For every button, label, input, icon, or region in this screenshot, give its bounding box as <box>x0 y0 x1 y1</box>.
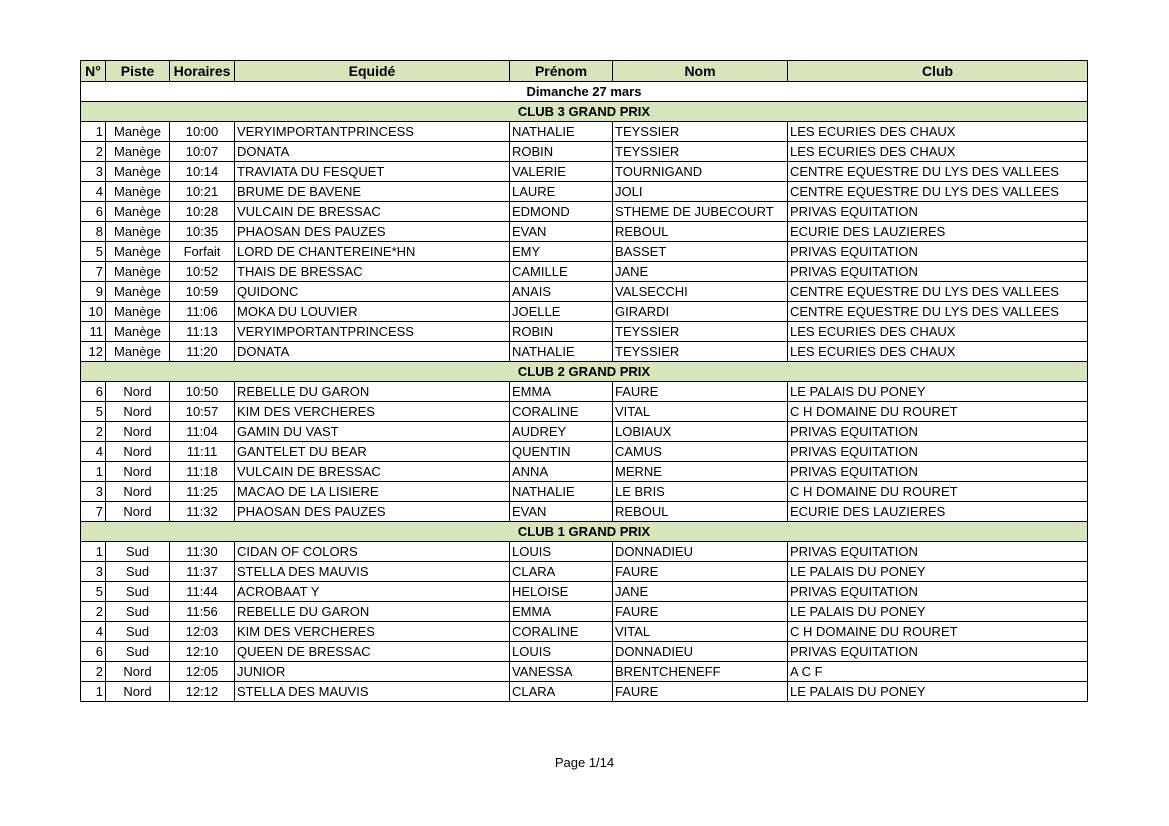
cell-club: LES ECURIES DES CHAUX <box>788 122 1088 142</box>
cell-piste: Nord <box>106 402 170 422</box>
table-row <box>81 642 1088 662</box>
table-row <box>81 262 1088 282</box>
cell-club: PRIVAS EQUITATION <box>788 262 1088 282</box>
cell-equide: JUNIOR <box>235 662 510 682</box>
cell-nom: TEYSSIER <box>613 142 788 162</box>
column-header-equide: Equidé <box>235 61 510 82</box>
cell-number: 8 <box>81 222 106 242</box>
cell-equide: CIDAN OF COLORS <box>235 542 510 562</box>
cell-prenom: EMY <box>510 242 613 262</box>
cell-number: 4 <box>81 442 106 462</box>
cell-nom: TOURNIGAND <box>613 162 788 182</box>
cell-number: 7 <box>81 502 106 522</box>
cell-horaire: 10:28 <box>170 202 235 222</box>
day-label: Dimanche 27 mars <box>81 82 1088 102</box>
table-row <box>81 482 1088 502</box>
cell-nom: DONNADIEU <box>613 642 788 662</box>
cell-nom: TEYSSIER <box>613 342 788 362</box>
cell-number: 2 <box>81 662 106 682</box>
section-header-row <box>81 362 1088 382</box>
cell-horaire: 10:59 <box>170 282 235 302</box>
cell-piste: Manège <box>106 162 170 182</box>
page-number: Page 1/14 <box>554 755 615 770</box>
cell-number: 7 <box>81 262 106 282</box>
cell-horaire: 11:04 <box>170 422 235 442</box>
cell-number: 2 <box>81 142 106 162</box>
cell-piste: Manège <box>106 182 170 202</box>
cell-prenom: CLARA <box>510 682 613 702</box>
column-header-club: Club <box>788 61 1088 82</box>
cell-number: 2 <box>81 422 106 442</box>
cell-horaire: 11:37 <box>170 562 235 582</box>
cell-piste: Manège <box>106 222 170 242</box>
cell-piste: Manège <box>106 342 170 362</box>
cell-equide: MACAO DE LA LISIERE <box>235 482 510 502</box>
table-row <box>81 202 1088 222</box>
cell-number: 5 <box>81 242 106 262</box>
table-row <box>81 562 1088 582</box>
cell-number: 1 <box>81 122 106 142</box>
table-row <box>81 462 1088 482</box>
cell-nom: REBOUL <box>613 222 788 242</box>
cell-nom: STHEME DE JUBECOURT <box>613 202 788 222</box>
cell-nom: VITAL <box>613 622 788 642</box>
cell-piste: Manège <box>106 202 170 222</box>
cell-club: LES ECURIES DES CHAUX <box>788 342 1088 362</box>
cell-horaire: 10:52 <box>170 262 235 282</box>
cell-prenom: ROBIN <box>510 322 613 342</box>
cell-prenom: CORALINE <box>510 402 613 422</box>
cell-number: 1 <box>81 682 106 702</box>
column-header-horaires: Horaires <box>170 61 235 82</box>
cell-horaire: 11:56 <box>170 602 235 622</box>
table-row <box>81 282 1088 302</box>
cell-club: ECURIE DES LAUZIERES <box>788 502 1088 522</box>
cell-nom: VALSECCHI <box>613 282 788 302</box>
cell-equide: MOKA DU LOUVIER <box>235 302 510 322</box>
cell-number: 1 <box>81 462 106 482</box>
cell-number: 6 <box>81 202 106 222</box>
cell-club: CENTRE EQUESTRE DU LYS DES VALLEES <box>788 162 1088 182</box>
cell-nom: VITAL <box>613 402 788 422</box>
cell-horaire: 10:35 <box>170 222 235 242</box>
cell-horaire: 11:20 <box>170 342 235 362</box>
cell-nom: FAURE <box>613 682 788 702</box>
table-row <box>81 582 1088 602</box>
cell-club: PRIVAS EQUITATION <box>788 642 1088 662</box>
cell-equide: TRAVIATA DU FESQUET <box>235 162 510 182</box>
table-row <box>81 402 1088 422</box>
cell-nom: LOBIAUX <box>613 422 788 442</box>
cell-equide: BRUME DE BAVENE <box>235 182 510 202</box>
cell-club: ECURIE DES LAUZIERES <box>788 222 1088 242</box>
table-row <box>81 422 1088 442</box>
cell-number: 3 <box>81 162 106 182</box>
table-row <box>81 142 1088 162</box>
cell-piste: Manège <box>106 302 170 322</box>
cell-club: LE PALAIS DU PONEY <box>788 562 1088 582</box>
cell-equide: DONATA <box>235 142 510 162</box>
cell-prenom: EDMOND <box>510 202 613 222</box>
cell-equide: REBELLE DU GARON <box>235 602 510 622</box>
cell-number: 4 <box>81 182 106 202</box>
cell-prenom: ANAIS <box>510 282 613 302</box>
table-row <box>81 162 1088 182</box>
cell-club: A C F <box>788 662 1088 682</box>
cell-horaire: 11:13 <box>170 322 235 342</box>
cell-club: C H DOMAINE DU ROURET <box>788 482 1088 502</box>
cell-nom: LE BRIS <box>613 482 788 502</box>
cell-horaire: 10:07 <box>170 142 235 162</box>
cell-club: PRIVAS EQUITATION <box>788 582 1088 602</box>
header-row <box>81 61 1088 82</box>
cell-horaire: 12:05 <box>170 662 235 682</box>
cell-nom: FAURE <box>613 382 788 402</box>
cell-prenom: CLARA <box>510 562 613 582</box>
cell-prenom: VALERIE <box>510 162 613 182</box>
table-row <box>81 342 1088 362</box>
table-row <box>81 662 1088 682</box>
cell-number: 4 <box>81 622 106 642</box>
cell-equide: VERYIMPORTANTPRINCESS <box>235 322 510 342</box>
cell-horaire: 11:32 <box>170 502 235 522</box>
cell-piste: Sud <box>106 642 170 662</box>
cell-number: 5 <box>81 582 106 602</box>
cell-prenom: QUENTIN <box>510 442 613 462</box>
cell-piste: Manège <box>106 242 170 262</box>
table-row <box>81 622 1088 642</box>
cell-piste: Manège <box>106 262 170 282</box>
cell-club: CENTRE EQUESTRE DU LYS DES VALLEES <box>788 302 1088 322</box>
cell-club: LES ECURIES DES CHAUX <box>788 322 1088 342</box>
cell-equide: STELLA DES MAUVIS <box>235 682 510 702</box>
cell-nom: REBOUL <box>613 502 788 522</box>
cell-number: 1 <box>81 542 106 562</box>
cell-club: PRIVAS EQUITATION <box>788 422 1088 442</box>
cell-equide: PHAOSAN DES PAUZES <box>235 222 510 242</box>
table-row <box>81 222 1088 242</box>
cell-horaire: 10:00 <box>170 122 235 142</box>
cell-nom: MERNE <box>613 462 788 482</box>
section-title: CLUB 1 GRAND PRIX <box>81 522 1088 542</box>
cell-nom: JANE <box>613 262 788 282</box>
cell-equide: DONATA <box>235 342 510 362</box>
section-header-row <box>81 522 1088 542</box>
cell-nom: TEYSSIER <box>613 322 788 342</box>
cell-horaire: 11:18 <box>170 462 235 482</box>
cell-prenom: EVAN <box>510 502 613 522</box>
table-row <box>81 182 1088 202</box>
cell-horaire: 12:03 <box>170 622 235 642</box>
cell-piste: Nord <box>106 462 170 482</box>
section-title: CLUB 2 GRAND PRIX <box>81 362 1088 382</box>
cell-prenom: HELOISE <box>510 582 613 602</box>
cell-number: 12 <box>81 342 106 362</box>
cell-number: 3 <box>81 562 106 582</box>
cell-equide: GAMIN DU VAST <box>235 422 510 442</box>
cell-club: PRIVAS EQUITATION <box>788 462 1088 482</box>
cell-piste: Nord <box>106 682 170 702</box>
cell-piste: Sud <box>106 582 170 602</box>
cell-club: LE PALAIS DU PONEY <box>788 602 1088 622</box>
table-row <box>81 122 1088 142</box>
cell-equide: VERYIMPORTANTPRINCESS <box>235 122 510 142</box>
cell-horaire: 12:12 <box>170 682 235 702</box>
cell-horaire: Forfait <box>170 242 235 262</box>
cell-equide: REBELLE DU GARON <box>235 382 510 402</box>
cell-horaire: 10:57 <box>170 402 235 422</box>
cell-piste: Sud <box>106 562 170 582</box>
cell-club: LE PALAIS DU PONEY <box>788 682 1088 702</box>
cell-club: LE PALAIS DU PONEY <box>788 382 1088 402</box>
cell-number: 2 <box>81 602 106 622</box>
cell-horaire: 12:10 <box>170 642 235 662</box>
cell-equide: KIM DES VERCHERES <box>235 402 510 422</box>
cell-piste: Nord <box>106 422 170 442</box>
cell-prenom: EMMA <box>510 602 613 622</box>
cell-prenom: NATHALIE <box>510 342 613 362</box>
cell-club: PRIVAS EQUITATION <box>788 442 1088 462</box>
section-header-row <box>81 102 1088 122</box>
cell-equide: STELLA DES MAUVIS <box>235 562 510 582</box>
table-row <box>81 302 1088 322</box>
cell-piste: Sud <box>106 542 170 562</box>
cell-equide: KIM DES VERCHERES <box>235 622 510 642</box>
schedule-table <box>80 60 1088 702</box>
cell-piste: Manège <box>106 282 170 302</box>
cell-horaire: 11:06 <box>170 302 235 322</box>
cell-nom: DONNADIEU <box>613 542 788 562</box>
cell-piste: Manège <box>106 122 170 142</box>
cell-nom: CAMUS <box>613 442 788 462</box>
cell-club: CENTRE EQUESTRE DU LYS DES VALLEES <box>788 282 1088 302</box>
cell-prenom: LAURE <box>510 182 613 202</box>
cell-number: 9 <box>81 282 106 302</box>
cell-prenom: EMMA <box>510 382 613 402</box>
cell-horaire: 11:44 <box>170 582 235 602</box>
cell-prenom: JOELLE <box>510 302 613 322</box>
cell-equide: QUEEN DE BRESSAC <box>235 642 510 662</box>
cell-horaire: 11:30 <box>170 542 235 562</box>
cell-prenom: LOUIS <box>510 642 613 662</box>
cell-prenom: CORALINE <box>510 622 613 642</box>
cell-prenom: VANESSA <box>510 662 613 682</box>
cell-horaire: 11:11 <box>170 442 235 462</box>
cell-number: 10 <box>81 302 106 322</box>
table-row <box>81 242 1088 262</box>
cell-piste: Nord <box>106 482 170 502</box>
cell-number: 6 <box>81 642 106 662</box>
cell-piste: Nord <box>106 442 170 462</box>
cell-number: 5 <box>81 402 106 422</box>
table-row <box>81 322 1088 342</box>
cell-nom: FAURE <box>613 602 788 622</box>
cell-club: PRIVAS EQUITATION <box>788 202 1088 222</box>
cell-equide: THAIS DE BRESSAC <box>235 262 510 282</box>
cell-horaire: 10:50 <box>170 382 235 402</box>
table-row <box>81 602 1088 622</box>
section-title: CLUB 3 GRAND PRIX <box>81 102 1088 122</box>
cell-equide: ACROBAAT Y <box>235 582 510 602</box>
cell-club: PRIVAS EQUITATION <box>788 542 1088 562</box>
cell-piste: Nord <box>106 502 170 522</box>
cell-number: 6 <box>81 382 106 402</box>
cell-club: C H DOMAINE DU ROURET <box>788 402 1088 422</box>
cell-piste: Nord <box>106 382 170 402</box>
cell-club: C H DOMAINE DU ROURET <box>788 622 1088 642</box>
cell-equide: PHAOSAN DES PAUZES <box>235 502 510 522</box>
cell-nom: FAURE <box>613 562 788 582</box>
cell-horaire: 11:25 <box>170 482 235 502</box>
cell-equide: LORD DE CHANTEREINE*HN <box>235 242 510 262</box>
table-row <box>81 382 1088 402</box>
cell-equide: QUIDONC <box>235 282 510 302</box>
cell-club: CENTRE EQUESTRE DU LYS DES VALLEES <box>788 182 1088 202</box>
cell-nom: BRENTCHENEFF <box>613 662 788 682</box>
cell-prenom: NATHALIE <box>510 482 613 502</box>
cell-number: 11 <box>81 322 106 342</box>
cell-prenom: LOUIS <box>510 542 613 562</box>
day-row <box>81 82 1088 102</box>
table-row <box>81 682 1088 702</box>
column-header-prenom: Prénom <box>510 61 613 82</box>
cell-club: PRIVAS EQUITATION <box>788 242 1088 262</box>
column-header-piste: Piste <box>106 61 170 82</box>
cell-nom: TEYSSIER <box>613 122 788 142</box>
cell-prenom: NATHALIE <box>510 122 613 142</box>
cell-nom: JANE <box>613 582 788 602</box>
cell-piste: Manège <box>106 142 170 162</box>
cell-piste: Nord <box>106 662 170 682</box>
table-row <box>81 442 1088 462</box>
cell-club: LES ECURIES DES CHAUX <box>788 142 1088 162</box>
cell-prenom: ANNA <box>510 462 613 482</box>
cell-nom: GIRARDI <box>613 302 788 322</box>
cell-equide: GANTELET DU BEAR <box>235 442 510 462</box>
cell-horaire: 10:21 <box>170 182 235 202</box>
cell-prenom: ROBIN <box>510 142 613 162</box>
cell-nom: JOLI <box>613 182 788 202</box>
table-row <box>81 502 1088 522</box>
cell-piste: Manège <box>106 322 170 342</box>
column-header-number: N° <box>81 61 106 82</box>
cell-number: 3 <box>81 482 106 502</box>
cell-prenom: CAMILLE <box>510 262 613 282</box>
cell-piste: Sud <box>106 602 170 622</box>
column-header-nom: Nom <box>613 61 788 82</box>
table-row <box>81 542 1088 562</box>
schedule-body <box>81 82 1088 702</box>
cell-equide: VULCAIN DE BRESSAC <box>235 202 510 222</box>
cell-prenom: EVAN <box>510 222 613 242</box>
cell-nom: BASSET <box>613 242 788 262</box>
cell-horaire: 10:14 <box>170 162 235 182</box>
cell-prenom: AUDREY <box>510 422 613 442</box>
cell-equide: VULCAIN DE BRESSAC <box>235 462 510 482</box>
cell-piste: Sud <box>106 622 170 642</box>
